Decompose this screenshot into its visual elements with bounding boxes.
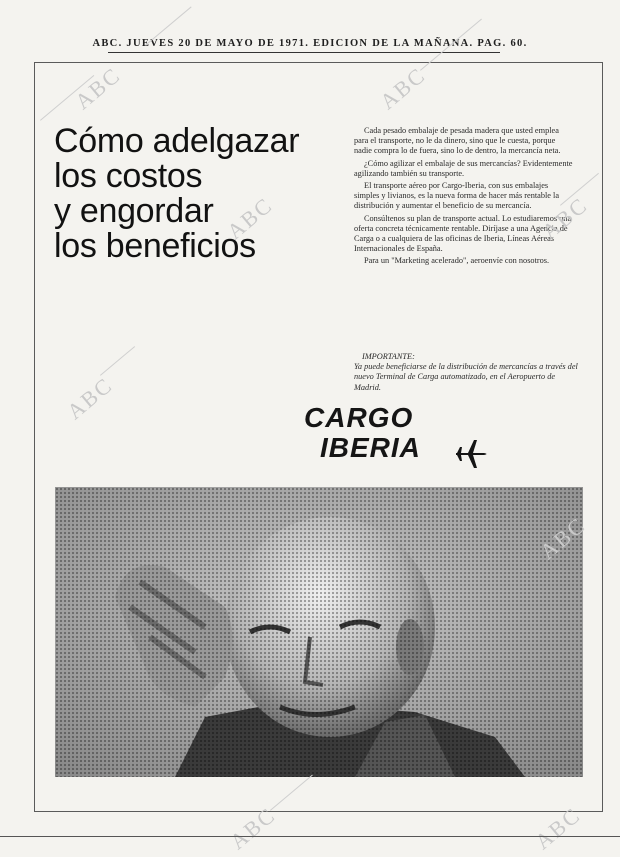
body-paragraph: Para un "Marketing acelerado", aeroenvíe con nosotros. [364,256,550,266]
abc-watermark: ABC [535,512,591,565]
abc-watermark: ABC [375,62,431,115]
body-paragraph: El transporte aéreo por Cargo-Iberia, con sus embalajes simples y livianos, es la nueva forma de hacer más rentable la distribución y aumentar el beneficio de su mercancía. [354,181,560,211]
abc-watermark: ABC [62,372,118,425]
abc-watermark: ABC [222,192,278,245]
headline-line: y engordar [54,192,214,230]
abc-watermark: ABC [225,802,281,855]
abc-watermark: ABC [530,802,586,855]
logo-iberia-text: IBERIA [320,432,421,463]
body-paragraph: Consúltenos su plan de transporte actual. Lo estudiaremos una oferta concreta técnicamente rentable. Diríjase a una Agencia de Carga o a cualquiera de las oficinas de Iberia, Líneas Aéreas Internacionales de España. [354,213,572,254]
important-note [354,352,584,393]
headline-line: los beneficios [54,227,256,265]
abc-watermark: ABC [537,192,593,245]
ad-headline [54,124,354,264]
important-text: Ya puede beneficiarse de la distribución de mercancías a través del nuevo Terminal de Carga automatizado, en el Aeropuerto de Madrid. [354,362,578,392]
ad-body-copy [354,126,574,269]
body-paragraph: Cada pesado embalaje de pesada madera que usted emplea para el transporte, no le da dinero, sino que le cuesta, porque nadie compra lo de fuera, sino lo de dentro, la mercancía neta. [354,126,561,156]
airplane-icon [454,436,490,472]
abc-watermark: ABC [70,62,126,115]
bottom-rule [0,836,620,837]
body-paragraph: ¿Cómo agilizar el embalaje de sus mercancías? Evidentemente agilizando también su transporte. [354,158,573,178]
halftone-photo [55,487,583,777]
headline-line: Cómo adelgazar [54,122,300,160]
important-label: IMPORTANTE: [362,352,415,361]
page-header: ABC. JUEVES 20 DE MAYO DE 1971. EDICION DE LA MAÑANA. PAG. 60. [92,38,528,49]
headline-line: los costos [54,157,203,195]
logo-cargo-text: CARGO [304,402,414,433]
